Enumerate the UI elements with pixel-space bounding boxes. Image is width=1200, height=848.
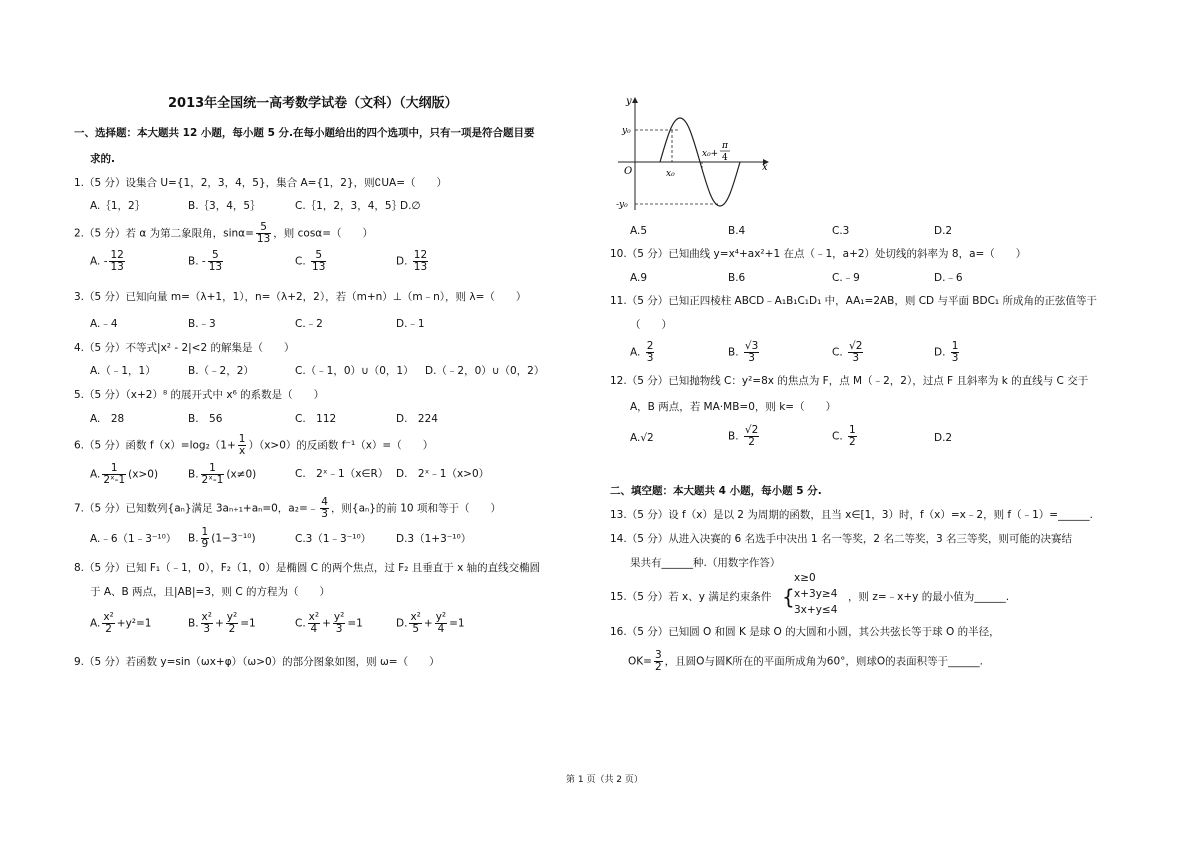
q12-stem: 12.（5 分）已知抛物线 C：y²=8x 的焦点为 F，点 M（﹣2，2），过点 F 且斜率为 k 的直线与 C 交于 xyxy=(610,375,1089,387)
q15-constraint-3: 3x+y≤4 xyxy=(794,604,838,616)
four-label: 4 xyxy=(722,153,728,163)
page-title: 2013年全国统一高考数学试卷（文科）（大纲版） xyxy=(168,96,458,111)
q15-brace: { xyxy=(782,585,795,609)
q3-option-c: C.﹣2 xyxy=(295,318,323,330)
q4-option-d: D.（﹣2，0）∪（0，2） xyxy=(425,365,545,377)
q11-stem: 11.（5 分）已知正四棱柱 ABCD﹣A₁B₁C₁D₁ 中，AA₁=2AB，则 CD 与平面 BDC₁ 所成角的正弦值等于 xyxy=(610,295,1097,307)
q9-option-c: C.3 xyxy=(832,225,850,237)
x0-label: x₀ xyxy=(666,169,675,179)
q4-stem: 4.（5 分）不等式|x² - 2|<2 的解集是（ ） xyxy=(74,342,295,354)
q4-option-a: A.（﹣1，1） xyxy=(90,365,156,377)
q14-stem: 14.（5 分）从进入决赛的 6 名选手中决出 1 名一等奖，2 名二等奖，3 名三等奖，则可能的决赛结 xyxy=(610,533,1072,545)
q1-option-a: A.｛1，2｝ xyxy=(90,200,146,212)
q7-option-c: C.3（1﹣3⁻¹⁰） xyxy=(295,533,372,545)
q5-option-b: B. 56 xyxy=(188,413,223,425)
q9-option-d: D.2 xyxy=(934,225,953,237)
q3-stem: 3.（5 分）已知向量 m=（λ+1，1），n=（λ+2，2），若（m+n）⊥（m﹣n），则 λ=（ ） xyxy=(74,291,527,303)
q1-option-c: C.｛1，2，3，4，5｝ xyxy=(295,200,403,212)
q15-constraints xyxy=(794,570,837,618)
q6-option-c: C. 2ˣ﹣1（x∈R） xyxy=(295,468,389,480)
q7-option-b: B. $\frac{1}{9}$ (1−3⁻¹⁰) xyxy=(188,526,256,550)
q11-option-a: A. $\frac{2}{3}$ xyxy=(630,340,654,364)
x-axis-label: x xyxy=(762,162,768,173)
q2-option-c: C. $\frac{5}{13}$ xyxy=(295,249,326,273)
page-footer: 第 1 页（共 2 页） xyxy=(566,775,643,785)
q8-option-d: D. $\frac{\text{x²}}{5}$ + $\frac{\text{y²}}{4}$ =1 xyxy=(396,611,465,635)
q2-stem: 2.（5 分）若 α 为第二象限角，sinα= $\frac{5}{13}$ ，则 cosα=（ ） xyxy=(74,221,374,245)
q6-option-a: A. $\frac{1}{\text{2ˣ-1}}$ (x>0) xyxy=(90,462,159,486)
q15-constraint-1: x≥0 xyxy=(794,572,816,584)
q16-stem-cont: OK= $\frac{3}{2}$ ，且圆O与圆K所在的平面所成角为60°，则球O的表面积等于______. xyxy=(628,649,984,673)
q6-option-b: B. $\frac{1}{\text{2ˣ-1}}$ (x≠0) xyxy=(188,462,257,486)
section1-heading-cont: 求的. xyxy=(90,153,115,165)
q2-option-d: D. $\frac{12}{13}$ xyxy=(396,249,428,273)
q11-option-c: C. $\frac{√2}{3}$ xyxy=(832,340,863,364)
pi-label: π xyxy=(722,141,728,151)
section1-heading: 一、选择题：本大题共 12 小题，每小题 5 分.在每小题给出的四个选项中，只有一项是符合题目要 xyxy=(74,127,535,139)
q1-option-d: D.∅ xyxy=(400,200,421,212)
q5-option-a: A. 28 xyxy=(90,413,125,425)
section2-heading: 二、填空题：本大题共 4 小题，每小题 5 分. xyxy=(610,485,822,497)
q15-stem-b: ，则 z=﹣x+y 的最小值为______. xyxy=(848,591,1010,603)
q7-stem: 7.（5 分）已知数列{aₙ}满足 3aₙ₊₁+aₙ=0，a₂=﹣ $\frac{4}{3}$ ，则{aₙ}的前 10 项和等于（ ） xyxy=(74,496,501,520)
q5-option-c: C. 112 xyxy=(295,413,337,425)
y-axis-label: y xyxy=(626,96,632,107)
q3-option-d: D.﹣1 xyxy=(396,318,425,330)
q4-option-c: C.（﹣1，0）∪（0，1） xyxy=(295,365,414,377)
q2-option-a: A. - $\frac{12}{13}$ xyxy=(90,249,124,273)
q10-option-a: A.9 xyxy=(630,272,648,284)
origin-label: O xyxy=(624,166,633,177)
q5-stem: 5.（5 分）（x+2）⁸ 的展开式中 x⁶ 的系数是（ ） xyxy=(74,389,325,401)
q7-option-a: A.﹣6（1﹣3⁻¹⁰） xyxy=(90,533,177,545)
q15-stem-a: 15.（5 分）若 x、y 满足约束条件 xyxy=(610,591,772,603)
y0-label: y₀ xyxy=(622,126,631,136)
q10-option-b: B.6 xyxy=(728,272,746,284)
q10-option-c: C.﹣9 xyxy=(832,272,860,284)
x0-pi-label: x₀+ xyxy=(702,149,719,159)
q8-option-b: B. $\frac{\text{x²}}{3}$ + $\frac{\text{y²}}{2}$ =1 xyxy=(188,611,256,635)
q12-stem-cont: A，B 两点，若 MA·MB=0，则 k=（ ） xyxy=(630,401,837,413)
q16-stem: 16.（5 分）已知圆 O 和圆 K 是球 O 的大圆和小圆，其公共弦长等于球 O 的半径， xyxy=(610,626,1000,638)
q5-option-d: D. 224 xyxy=(396,413,438,425)
q6-option-d: D. 2ˣ﹣1（x>0） xyxy=(396,468,490,480)
q11-option-d: D. $\frac{1}{3}$ xyxy=(934,340,959,364)
q11-option-b: B. $\frac{√3}{3}$ xyxy=(728,340,759,364)
q12-option-a: A.√2 xyxy=(630,432,654,444)
q14-stem-cont: 果共有______种.（用数字作答） xyxy=(630,557,781,569)
q15-constraint-2: x+3y≥4 xyxy=(794,588,838,600)
q4-option-b: B.（﹣2，2） xyxy=(188,365,254,377)
q1-option-b: B.｛3，4，5｝ xyxy=(188,200,261,212)
q3-option-a: A.﹣4 xyxy=(90,318,118,330)
q12-option-b: B. $\frac{√2}{2}$ xyxy=(728,424,759,448)
q11-stem-cont: （ ） xyxy=(630,319,672,331)
q9-stem: 9.（5 分）若函数 y=sin（ωx+φ）（ω>0）的部分图象如图，则 ω=（ ） xyxy=(74,656,440,668)
q13-stem: 13.（5 分）设 f（x）是以 2 为周期的函数，且当 x∈[1，3）时，f（x）=x﹣2，则 f（﹣1）=______. xyxy=(610,509,1093,521)
q8-stem: 8.（5 分）已知 F₁（﹣1，0），F₂（1，0）是椭圆 C 的两个焦点，过 F₂ 且垂直于 x 轴的直线交椭圆 xyxy=(74,562,541,574)
neg-y0-label: -y₀ xyxy=(616,200,628,210)
q9-sine-graph xyxy=(610,94,780,214)
q2-option-b: B. - $\frac{5}{13}$ xyxy=(188,249,223,273)
q10-option-d: D.﹣6 xyxy=(934,272,963,284)
q9-option-a: A.5 xyxy=(630,225,648,237)
q7-option-d: D.3（1+3⁻¹⁰） xyxy=(396,533,472,545)
q12-option-c: C. $\frac{1}{2}$ xyxy=(832,424,856,448)
q12-option-d: D.2 xyxy=(934,432,953,444)
q1-stem: 1.（5 分）设集合 U={1，2，3，4，5}，集合 A={1，2}，则∁UA=（ ） xyxy=(74,177,448,189)
q3-option-b: B.﹣3 xyxy=(188,318,216,330)
q10-stem: 10.（5 分）已知曲线 y=x⁴+ax²+1 在点（﹣1，a+2）处切线的斜率为 8，a=（ ） xyxy=(610,248,1027,260)
q8-option-c: C. $\frac{\text{x²}}{4}$ + $\frac{\text{y²}}{3}$ =1 xyxy=(295,611,363,635)
q6-stem: 6.（5 分）函数 f（x）=log₂（1+ $\frac{1}{x}$ ）（x>0）的反函数 f⁻¹（x）=（ ） xyxy=(74,433,434,457)
q9-option-b: B.4 xyxy=(728,225,746,237)
q8-stem-cont: 于 A、B 两点，且|AB|=3，则 C 的方程为（ ） xyxy=(90,586,331,598)
q8-option-a: A. $\frac{\text{x²}}{2}$ +y²=1 xyxy=(90,611,152,635)
